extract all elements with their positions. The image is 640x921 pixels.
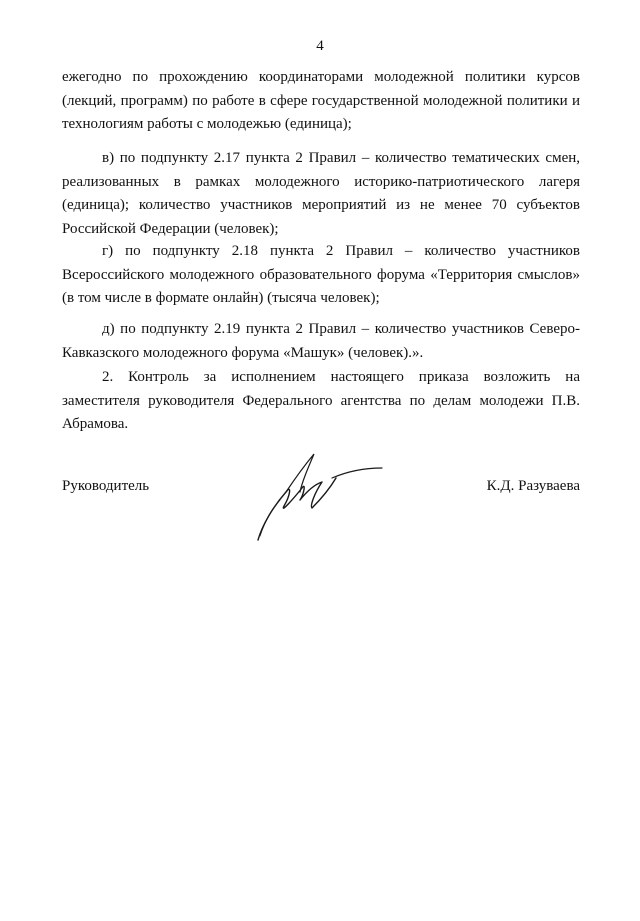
- paragraph-item-v: в) по подпункту 2.17 пункта 2 Правил – количество тематических смен, реализованных в рамках молодежного историко-патриотического лагеря (единица); количество участников мероприятий из не менее 70 субъектов Российской Федерации (человек);: [62, 150, 580, 237]
- handwritten-signature: [250, 448, 390, 548]
- paragraph-clause-2: 2. Контроль за исполнением настоящего приказа возложить на заместителя руководителя Федерального агентства по делам молодежи П.В. Абрамова.: [62, 369, 580, 432]
- paragraph-continuation: ежегодно по прохождению координаторами молодежной политики курсов (лекций, программ) по работе в сфере государственной молодежной политики и технологиям работы с молодежью (единица);: [62, 69, 580, 132]
- paragraph-item-d: д) по подпункту 2.19 пункта 2 Правил – количество участников Северо-Кавказского молодежного форума «Машук» (человек).».: [62, 321, 580, 361]
- signatory-title: Руководитель: [62, 478, 150, 494]
- paragraph-item-g: г) по подпункту 2.18 пункта 2 Правил – количество участников Всероссийского молодежного образовательного форума «Территория смыслов» (в том числе в формате онлайн) (тысяча человек);: [62, 243, 580, 306]
- page-number: 4: [316, 38, 324, 54]
- signatory-name: К.Д. Разуваева: [486, 478, 580, 494]
